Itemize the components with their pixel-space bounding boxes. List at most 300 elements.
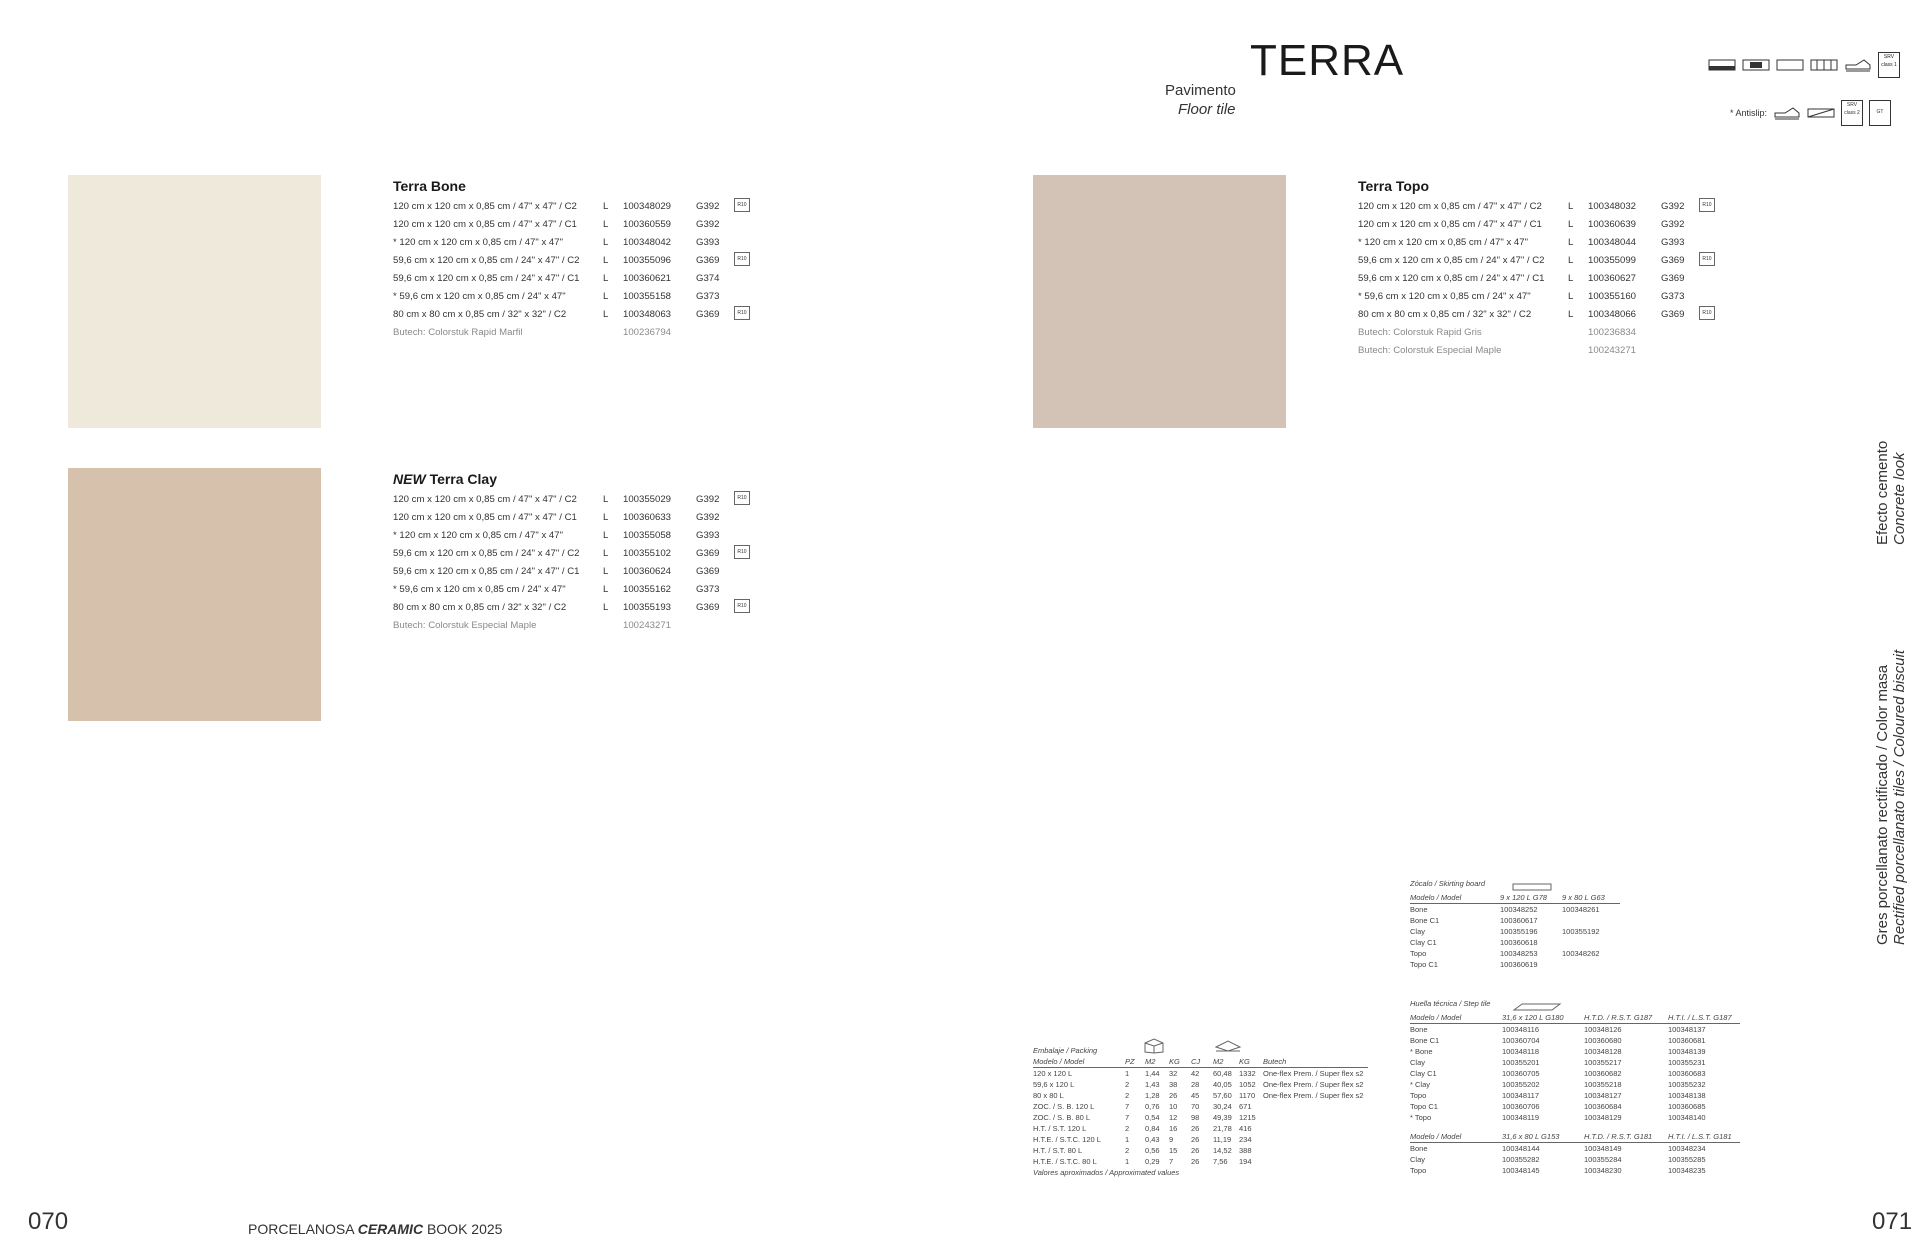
table-row <box>1410 1165 1740 1176</box>
srv-class-2-icon: SRV class 2 <box>1841 100 1863 126</box>
spec-edge: L <box>603 566 609 577</box>
packing-title: Embalaje / Packing <box>1033 1046 1098 1055</box>
accessory-row <box>393 617 773 635</box>
spec-code: 100355029 <box>623 494 672 505</box>
ramp-icon <box>1807 106 1835 120</box>
swatch-terra-topo <box>1033 175 1286 428</box>
table-cell <box>1263 1134 1368 1145</box>
antislip-row <box>1730 100 1891 126</box>
spec-code: 100360621 <box>623 273 672 284</box>
table-cell: H.T. / S.T. 120 L <box>1033 1124 1087 1133</box>
table-cell: 49,39 <box>1213 1113 1232 1122</box>
table-cell: 100348117 <box>1502 1091 1539 1101</box>
table-cell <box>1263 1101 1368 1112</box>
table-cell: 7 <box>1125 1113 1130 1122</box>
packing-table <box>1033 1038 1368 1178</box>
table-row <box>1033 1134 1368 1145</box>
product-name: Terra Topo <box>1358 178 1430 194</box>
table-row <box>1410 1024 1740 1035</box>
table-cell: 100348126 <box>1584 1025 1622 1035</box>
spec-row <box>393 581 773 599</box>
spec-size: * 59,6 cm x 120 cm x 0,85 cm / 24" x 47" <box>393 584 566 595</box>
table-cell: 0,43 <box>1145 1135 1160 1144</box>
spec-edge: L <box>603 548 609 559</box>
swatch-terra-bone <box>68 175 321 428</box>
footer-brand <box>248 1221 502 1237</box>
spec-row <box>393 216 773 234</box>
spec-group: G392 <box>696 494 720 505</box>
spec-code: 100360639 <box>1588 219 1637 230</box>
table-cell: 57,60 <box>1213 1091 1232 1100</box>
product-name: NEW Terra Clay <box>393 471 498 487</box>
table-cell: 100360683 <box>1668 1069 1706 1079</box>
spec-row <box>1358 198 1738 216</box>
spec-row <box>393 509 773 527</box>
table-cell: * Topo <box>1410 1113 1432 1123</box>
header-cell: H.T.D. / R.S.T. G187 <box>1584 1013 1653 1023</box>
table-cell <box>1263 1156 1368 1167</box>
header-cell: M2 <box>1145 1057 1156 1066</box>
spec-edge: L <box>603 201 609 212</box>
table-cell: 1 <box>1125 1069 1130 1078</box>
spec-size: * 59,6 cm x 120 cm x 0,85 cm / 24" x 47" <box>1358 291 1531 302</box>
table-row <box>1033 1112 1368 1123</box>
table-row <box>1033 1156 1368 1167</box>
wall-tile-icon <box>1776 58 1804 72</box>
table-cell: 100355284 <box>1584 1155 1622 1165</box>
side-label-es: Gres porcellanato rectificado / Color masa <box>1874 664 1891 945</box>
spec-code: 100360624 <box>623 566 672 577</box>
table-cell: 9 <box>1169 1135 1174 1144</box>
spec-size: 59,6 cm x 120 cm x 0,85 cm / 24" x 47" / C1 <box>1358 273 1545 284</box>
table-cell: 100348230 <box>1584 1166 1622 1176</box>
spec-size: 120 cm x 120 cm x 0,85 cm / 47" x 47" / C1 <box>1358 219 1542 230</box>
slip-rating-icon: R10 <box>734 599 750 613</box>
spec-code: 100360633 <box>623 512 672 523</box>
table-cell: 28 <box>1191 1080 1200 1089</box>
spec-size: 120 cm x 120 cm x 0,85 cm / 47" x 47" / C1 <box>393 219 577 230</box>
table-cell: 100348127 <box>1584 1091 1622 1101</box>
new-label: NEW <box>393 471 426 487</box>
table-cell: 26 <box>1191 1124 1200 1133</box>
table-cell <box>1263 1112 1368 1123</box>
spec-group: G393 <box>1661 237 1685 248</box>
product-terra-bone <box>393 178 773 342</box>
table-cell: 100348261 <box>1562 905 1600 915</box>
table-cell: 100348119 <box>1502 1113 1539 1123</box>
brand-name: PORCELANOSA <box>248 1221 354 1237</box>
table-cell <box>1562 959 1620 970</box>
product-terra-clay <box>393 471 773 635</box>
table-cell: Topo <box>1410 949 1427 959</box>
table-row <box>1033 1101 1368 1112</box>
spec-code: 100355160 <box>1588 291 1637 302</box>
side-label-porcelain <box>1874 650 1908 945</box>
table-row <box>1410 904 1620 915</box>
table-header <box>1410 1131 1740 1143</box>
spec-row <box>393 599 773 617</box>
page-number-right: 071 <box>1872 1208 1913 1235</box>
header-cell: 9 x 80 L G63 <box>1562 893 1605 903</box>
table-cell: Clay <box>1410 1155 1426 1165</box>
table-cell: 16 <box>1169 1124 1178 1133</box>
table-cell: 45 <box>1191 1091 1200 1100</box>
spec-size: 59,6 cm x 120 cm x 0,85 cm / 24" x 47" / C2 <box>393 548 580 559</box>
table-cell: 1,28 <box>1145 1091 1160 1100</box>
table-row <box>1410 937 1620 948</box>
step-tile-table <box>1410 998 1740 1176</box>
table-cell: 100348234 <box>1668 1144 1706 1154</box>
accessory-code: 100236794 <box>623 327 672 338</box>
table-cell: 100360684 <box>1584 1102 1622 1112</box>
table-cell: 1 <box>1125 1135 1130 1144</box>
table-cell: Bone C1 <box>1410 916 1440 926</box>
spec-size: * 120 cm x 120 cm x 0,85 cm / 47" x 47" <box>393 530 563 541</box>
table-row <box>1033 1068 1368 1079</box>
table-cell: 100355282 <box>1502 1155 1540 1165</box>
spec-row <box>393 306 773 324</box>
spec-edge: L <box>603 494 609 505</box>
header-cell: Modelo / Model <box>1410 1013 1462 1023</box>
book-name: CERAMIC <box>357 1221 424 1237</box>
header-cell: Butech <box>1263 1057 1287 1066</box>
table-cell: Topo <box>1410 1091 1427 1101</box>
spec-group: G369 <box>696 602 720 613</box>
spec-row <box>393 198 773 216</box>
table-row <box>1410 1101 1740 1112</box>
table-row <box>1033 1145 1368 1156</box>
side-label-es: Efecto cemento <box>1874 440 1891 545</box>
step-title: Huella técnica / Step tile <box>1410 999 1491 1008</box>
spec-code: 100355058 <box>623 530 672 541</box>
table-cell: 14,52 <box>1213 1146 1232 1155</box>
table-cell: Bone <box>1410 1144 1428 1154</box>
table-cell <box>1562 915 1620 926</box>
table-cell: 234 <box>1239 1135 1252 1144</box>
slip-rating-icon: R10 <box>1699 306 1715 320</box>
table-cell: 100348129 <box>1584 1113 1622 1123</box>
product-name: Terra Bone <box>393 178 466 194</box>
table-cell: 100355217 <box>1584 1058 1622 1068</box>
table-cell: 100355192 <box>1562 927 1600 937</box>
table-cell: 1215 <box>1239 1113 1256 1122</box>
table-cell: One-flex Prem. / Super flex s2 <box>1263 1080 1364 1089</box>
subtitle-es: Pavimento <box>1165 82 1236 99</box>
product-terra-topo <box>1358 178 1738 360</box>
gt-icon: GT <box>1869 100 1891 126</box>
spec-size: 80 cm x 80 cm x 0,85 cm / 32" x 32" / C2 <box>393 309 567 320</box>
slip-rating-icon: R10 <box>1699 252 1715 266</box>
spec-row <box>393 234 773 252</box>
header-cell: CJ <box>1191 1057 1201 1066</box>
header-cell: KG <box>1239 1057 1250 1066</box>
table-cell: 100360685 <box>1668 1102 1706 1112</box>
accessory-name: Butech: Colorstuk Rapid Gris <box>1358 327 1482 338</box>
pallet-icon <box>1213 1038 1243 1054</box>
spec-row <box>1358 252 1738 270</box>
spec-edge: L <box>1568 201 1574 212</box>
table-header <box>1410 892 1620 904</box>
side-label-en: Concrete look <box>1891 452 1908 545</box>
table-cell: H.T. / S.T. 80 L <box>1033 1146 1083 1155</box>
table-cell: 98 <box>1191 1113 1200 1122</box>
table-cell: 100348140 <box>1668 1113 1706 1123</box>
spec-edge: L <box>603 255 609 266</box>
swatch-terra-clay <box>68 468 321 721</box>
srv-class-icon: SRV class 1 <box>1878 52 1900 78</box>
spec-size: 80 cm x 80 cm x 0,85 cm / 32" x 32" / C2 <box>393 602 567 613</box>
table-cell: 7,56 <box>1213 1157 1228 1166</box>
page-title: TERRA <box>1250 36 1405 85</box>
accessory-row <box>393 324 773 342</box>
spec-edge: L <box>1568 237 1574 248</box>
table-header <box>1033 1056 1368 1068</box>
spec-group: G392 <box>696 201 720 212</box>
table-row <box>1410 1057 1740 1068</box>
book-year: BOOK 2025 <box>426 1221 503 1237</box>
spec-row <box>1358 270 1738 288</box>
table-cell: 12 <box>1169 1113 1178 1122</box>
spec-code: 100348063 <box>623 309 672 320</box>
table-cell: 0,29 <box>1145 1157 1160 1166</box>
table-cell: 100355201 <box>1502 1058 1540 1068</box>
table-cell: 100348138 <box>1668 1091 1706 1101</box>
table-header <box>1410 1012 1740 1024</box>
spec-group: G392 <box>1661 219 1685 230</box>
table-row <box>1410 959 1620 970</box>
table-cell: 26 <box>1191 1135 1200 1144</box>
shoe-icon <box>1844 57 1872 73</box>
table-cell: 70 <box>1191 1102 1200 1111</box>
slip-rating-icon: R10 <box>734 252 750 266</box>
spec-edge: L <box>1568 255 1574 266</box>
header-cell: H.T.I. / L.S.T. G187 <box>1668 1013 1732 1023</box>
spec-edge: L <box>603 530 609 541</box>
skirting-board-icon <box>1512 882 1552 892</box>
spec-row <box>393 545 773 563</box>
spec-edge: L <box>1568 291 1574 302</box>
table-cell: 100355232 <box>1668 1080 1706 1090</box>
table-cell: 100348139 <box>1668 1047 1706 1057</box>
table-cell: 32 <box>1169 1069 1178 1078</box>
spec-code: 100355193 <box>623 602 672 613</box>
spec-row <box>393 252 773 270</box>
table-row <box>1410 1090 1740 1101</box>
spec-code: 100348042 <box>623 237 672 248</box>
indoor-tile-icon <box>1742 58 1770 72</box>
table-cell: 26 <box>1191 1146 1200 1155</box>
table-cell: 100348149 <box>1584 1144 1622 1154</box>
spec-row <box>393 288 773 306</box>
spec-row <box>393 270 773 288</box>
table-cell: 15 <box>1169 1146 1178 1155</box>
header-cell: M2 <box>1213 1057 1224 1066</box>
table-cell: 1,44 <box>1145 1069 1160 1078</box>
slip-rating-icon: R10 <box>734 306 750 320</box>
table-cell: 2 <box>1125 1124 1130 1133</box>
spec-group: G369 <box>1661 309 1685 320</box>
spec-edge: L <box>603 512 609 523</box>
table-cell: 100360680 <box>1584 1036 1622 1046</box>
page-number-left: 070 <box>28 1208 69 1235</box>
table-cell: 40,05 <box>1213 1080 1232 1089</box>
spec-code: 100348029 <box>623 201 672 212</box>
accessory-code: 100243271 <box>623 620 672 631</box>
table-row <box>1033 1090 1368 1101</box>
spec-group: G392 <box>1661 201 1685 212</box>
table-cell: 100360619 <box>1500 960 1538 970</box>
spec-edge: L <box>603 219 609 230</box>
antislip-label: * Antislip: <box>1730 108 1768 118</box>
spec-group: G369 <box>1661 273 1685 284</box>
table-cell: Topo C1 <box>1410 1102 1438 1112</box>
table-cell: 671 <box>1239 1102 1252 1111</box>
accessory-row <box>1358 324 1738 342</box>
table-cell: 1170 <box>1239 1091 1256 1100</box>
table-cell: Bone <box>1410 905 1428 915</box>
table-cell: 26 <box>1169 1091 1178 1100</box>
spec-group: G369 <box>696 255 720 266</box>
step-tile-icon <box>1512 1002 1562 1012</box>
header-cell: H.T.D. / R.S.T. G181 <box>1584 1132 1653 1142</box>
spec-group: G392 <box>696 219 720 230</box>
header-cell: 31,6 x 120 L G180 <box>1502 1013 1564 1023</box>
subtitle-en: Floor tile <box>1178 101 1236 118</box>
table-cell: Clay <box>1410 927 1426 937</box>
spec-row <box>1358 306 1738 324</box>
table-cell: 100360704 <box>1502 1036 1540 1046</box>
table-cell: 80 x 80 L <box>1033 1091 1064 1100</box>
accessory-name: Butech: Colorstuk Especial Maple <box>1358 345 1502 356</box>
spec-group: G373 <box>1661 291 1685 302</box>
table-cell: 100360618 <box>1500 938 1538 948</box>
table-cell: One-flex Prem. / Super flex s2 <box>1263 1091 1364 1100</box>
spacer <box>603 324 623 342</box>
spec-size: 59,6 cm x 120 cm x 0,85 cm / 24" x 47" / C2 <box>393 255 580 266</box>
table-cell: 1 <box>1125 1157 1130 1166</box>
table-cell: Clay <box>1410 1058 1426 1068</box>
table-row <box>1410 1143 1740 1154</box>
table-cell: 100348145 <box>1502 1166 1540 1176</box>
table-cell: 100360706 <box>1502 1102 1540 1112</box>
spec-edge: L <box>603 602 609 613</box>
table-cell: 26 <box>1191 1157 1200 1166</box>
skirting-title: Zócalo / Skirting board <box>1410 879 1486 888</box>
table-cell: 38 <box>1169 1080 1178 1089</box>
table-cell: 100348137 <box>1668 1025 1706 1035</box>
table-cell: 7 <box>1125 1102 1130 1111</box>
table-cell: 2 <box>1125 1091 1130 1100</box>
spec-size: 120 cm x 120 cm x 0,85 cm / 47" x 47" / C2 <box>1358 201 1542 212</box>
table-cell: 100348116 <box>1502 1025 1539 1035</box>
spec-row <box>393 527 773 545</box>
table-cell: ZOC. / S. B. 80 L <box>1033 1113 1091 1122</box>
table-cell: 1,43 <box>1145 1080 1160 1089</box>
table-cell: Topo <box>1410 1166 1427 1176</box>
spec-row <box>1358 216 1738 234</box>
table-cell: 100348128 <box>1584 1047 1622 1057</box>
spec-row <box>1358 234 1738 252</box>
header-cell: Modelo / Model <box>1033 1057 1085 1066</box>
header-cell: Modelo / Model <box>1410 1132 1462 1142</box>
table-row <box>1410 915 1620 926</box>
spec-edge: L <box>603 291 609 302</box>
accessory-code: 100243271 <box>1588 345 1637 356</box>
spec-group: G393 <box>696 237 720 248</box>
table-cell: ZOC. / S. B. 120 L <box>1033 1102 1095 1111</box>
spec-code: 100360559 <box>623 219 672 230</box>
table-cell: 42 <box>1191 1069 1200 1078</box>
spec-edge: L <box>1568 309 1574 320</box>
spec-edge: L <box>1568 273 1574 284</box>
table-cell: 100348253 <box>1500 949 1538 959</box>
table-cell: 60,48 <box>1213 1069 1232 1078</box>
table-row <box>1410 926 1620 937</box>
slip-rating-icon: R10 <box>734 545 750 559</box>
spec-edge: L <box>603 237 609 248</box>
spec-edge: L <box>603 584 609 595</box>
accessory-name: Butech: Colorstuk Especial Maple <box>393 620 537 631</box>
spec-size: * 120 cm x 120 cm x 0,85 cm / 47" x 47" <box>1358 237 1528 248</box>
table-cell: 100355231 <box>1668 1058 1706 1068</box>
table-row <box>1410 1154 1740 1165</box>
spec-edge: L <box>603 309 609 320</box>
table-cell: 11,19 <box>1213 1135 1232 1144</box>
spec-size: * 59,6 cm x 120 cm x 0,85 cm / 24" x 47" <box>393 291 566 302</box>
table-row <box>1410 1035 1740 1046</box>
spec-group: G373 <box>696 291 720 302</box>
spec-group: G369 <box>696 309 720 320</box>
spec-size: 59,6 cm x 120 cm x 0,85 cm / 24" x 47" / C1 <box>393 273 580 284</box>
spec-group: G373 <box>696 584 720 595</box>
table-cell: Bone <box>1410 1025 1428 1035</box>
table-cell <box>1562 937 1620 948</box>
packing-note: Valores aproximados / Approximated values <box>1033 1168 1180 1177</box>
table-cell: 416 <box>1239 1124 1252 1133</box>
spec-edge: L <box>1568 219 1574 230</box>
spacer <box>1568 324 1588 342</box>
table-cell: 100348252 <box>1500 905 1538 915</box>
slip-rating-icon: R10 <box>1699 198 1715 212</box>
spec-row <box>393 563 773 581</box>
box-icon <box>1143 1038 1165 1054</box>
table-cell: 10 <box>1169 1102 1178 1111</box>
table-cell: 100348262 <box>1562 949 1600 959</box>
header-cell: H.T.I. / L.S.T. G181 <box>1668 1132 1732 1142</box>
table-cell: 100355218 <box>1584 1080 1622 1090</box>
table-cell: 0,54 <box>1145 1113 1160 1122</box>
table-cell: 21,78 <box>1213 1124 1232 1133</box>
table-cell: 100348118 <box>1502 1047 1539 1057</box>
spec-code: 100355158 <box>623 291 672 302</box>
table-cell: 59,6 x 120 L <box>1033 1080 1075 1089</box>
table-cell: 0,56 <box>1145 1146 1160 1155</box>
skirting-table <box>1410 878 1620 970</box>
table-cell: * Clay <box>1410 1080 1431 1090</box>
table-cell: One-flex Prem. / Super flex s2 <box>1263 1069 1364 1078</box>
table-cell: Topo C1 <box>1410 960 1438 970</box>
header-cell: 9 x 120 L G78 <box>1500 893 1547 903</box>
table-cell: Bone C1 <box>1410 1036 1440 1046</box>
table-cell: H.T.E. / S.T.C. 120 L <box>1033 1135 1101 1144</box>
spec-group: G369 <box>696 548 720 559</box>
spec-group: G392 <box>696 512 720 523</box>
table-cell: 100355196 <box>1500 927 1538 937</box>
table-row <box>1410 1112 1740 1123</box>
facade-icon <box>1810 58 1838 72</box>
accessory-code: 100236834 <box>1588 327 1637 338</box>
side-label-en: Rectified porcellanato tiles / Coloured biscuit <box>1891 649 1908 945</box>
